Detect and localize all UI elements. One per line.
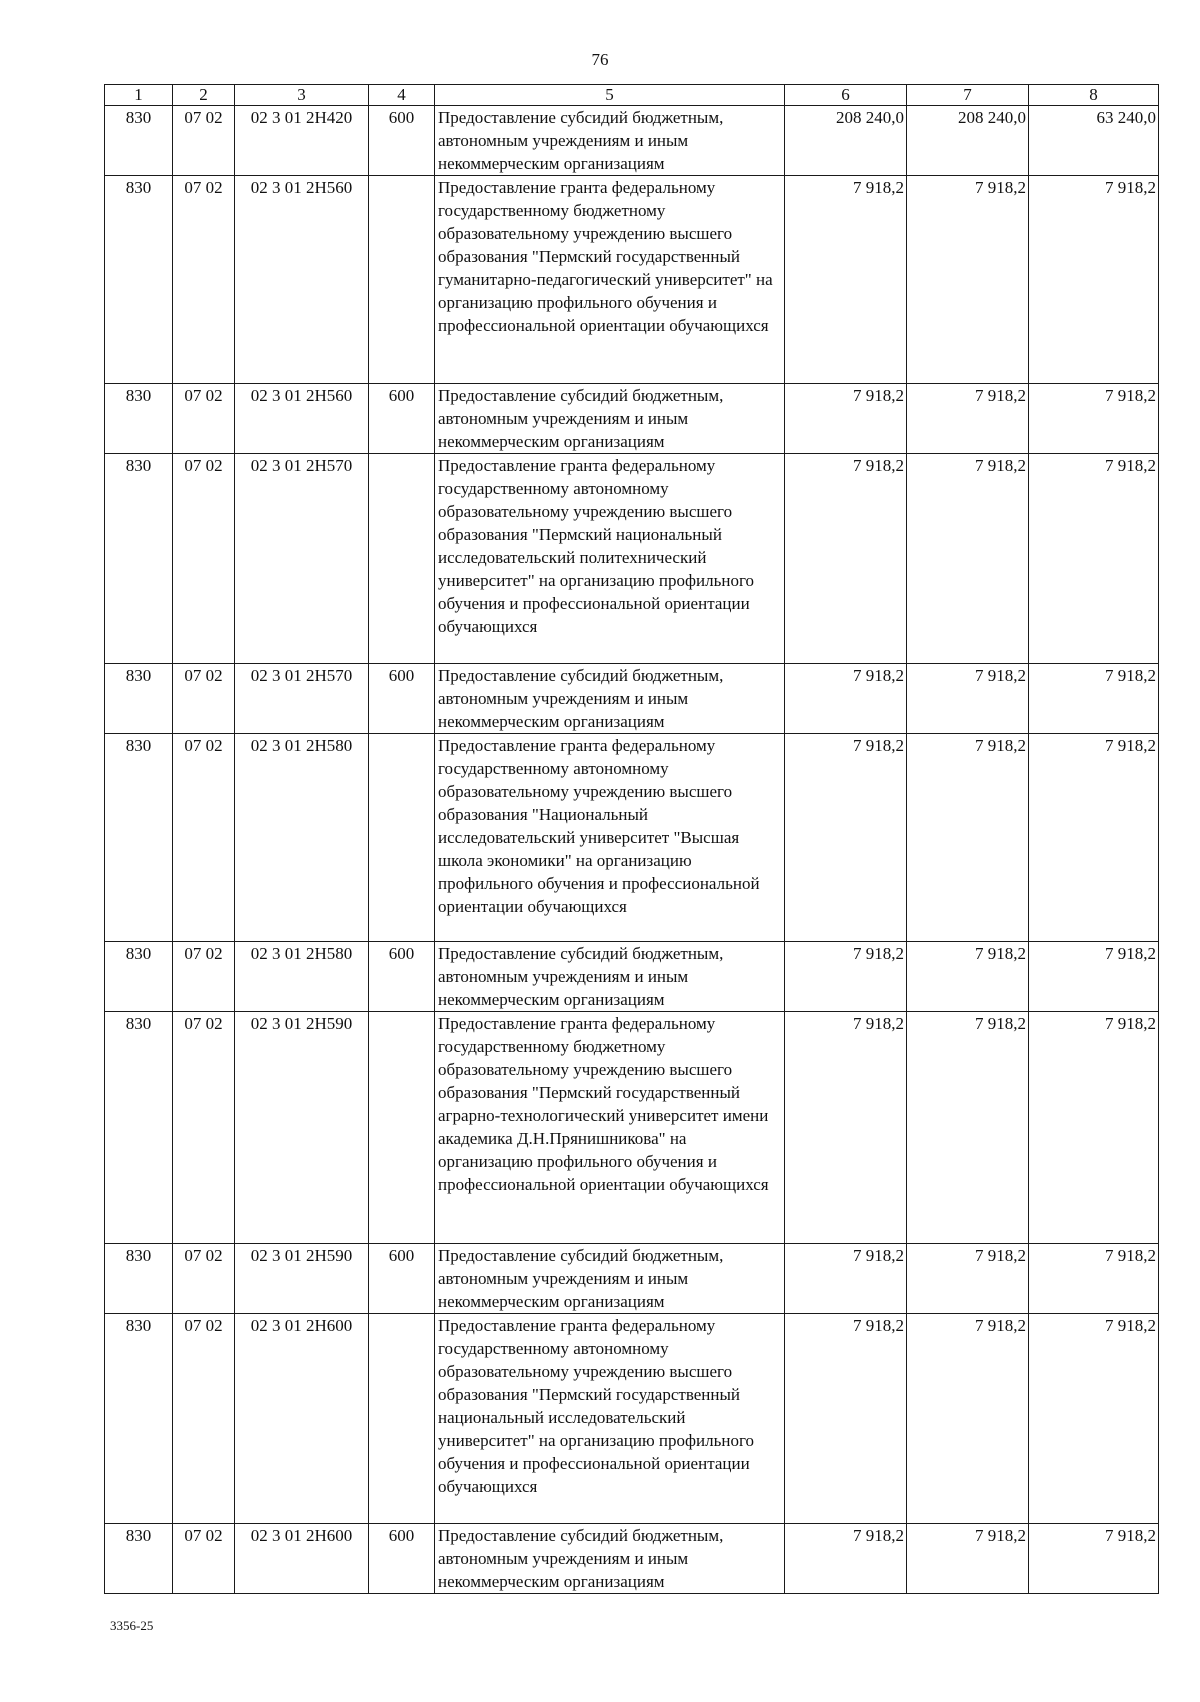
amount-cell: 7 918,2	[907, 734, 1029, 942]
description-cell: Предоставление гранта федеральному государственному автономному образовательному учреждению высшего образования "Пермский национальный исследовательский политехнический университет" на организацию профильного обучения и профессиональной ориентации обучающихся	[435, 454, 785, 664]
target-article-cell: 02 3 01 2Н420	[235, 106, 369, 176]
expense-type-cell: 600	[369, 664, 435, 734]
expense-type-cell: 600	[369, 106, 435, 176]
amount-cell: 7 918,2	[907, 1524, 1029, 1594]
target-article-cell: 02 3 01 2Н560	[235, 384, 369, 454]
target-article-cell: 02 3 01 2Н590	[235, 1012, 369, 1244]
amount-cell: 7 918,2	[785, 176, 907, 384]
amount-cell: 7 918,2	[907, 1314, 1029, 1524]
amount-cell: 7 918,2	[785, 664, 907, 734]
amount-cell: 7 918,2	[785, 1524, 907, 1594]
column-header: 1	[105, 85, 173, 106]
table-row	[105, 1314, 1159, 1524]
amount-cell: 7 918,2	[785, 1244, 907, 1314]
column-number-row	[105, 85, 1159, 106]
table-row	[105, 664, 1159, 734]
column-header: 2	[173, 85, 235, 106]
expense-type-cell	[369, 176, 435, 384]
section-code-cell: 07 02	[173, 106, 235, 176]
target-article-cell: 02 3 01 2Н570	[235, 454, 369, 664]
amount-cell: 7 918,2	[1029, 176, 1159, 384]
ministry-code-cell: 830	[105, 734, 173, 942]
amount-cell: 7 918,2	[1029, 1314, 1159, 1524]
ministry-code-cell: 830	[105, 454, 173, 664]
ministry-code-cell: 830	[105, 1314, 173, 1524]
amount-cell: 7 918,2	[1029, 454, 1159, 664]
table-row	[105, 1244, 1159, 1314]
amount-cell: 7 918,2	[907, 942, 1029, 1012]
amount-cell: 7 918,2	[1029, 734, 1159, 942]
description-cell: Предоставление субсидий бюджетным, автономным учреждениям и иным некоммерческим организациям	[435, 664, 785, 734]
amount-cell: 63 240,0	[1029, 106, 1159, 176]
description-cell: Предоставление субсидий бюджетным, автономным учреждениям и иным некоммерческим организациям	[435, 384, 785, 454]
amount-cell: 7 918,2	[785, 1314, 907, 1524]
table-row	[105, 176, 1159, 384]
expense-type-cell: 600	[369, 1524, 435, 1594]
amount-cell: 7 918,2	[785, 454, 907, 664]
ministry-code-cell: 830	[105, 1244, 173, 1314]
table-row	[105, 942, 1159, 1012]
target-article-cell: 02 3 01 2Н600	[235, 1524, 369, 1594]
table-row	[105, 454, 1159, 664]
target-article-cell: 02 3 01 2Н600	[235, 1314, 369, 1524]
target-article-cell: 02 3 01 2Н590	[235, 1244, 369, 1314]
amount-cell: 7 918,2	[907, 454, 1029, 664]
column-header: 6	[785, 85, 907, 106]
amount-cell: 7 918,2	[785, 734, 907, 942]
section-code-cell: 07 02	[173, 942, 235, 1012]
target-article-cell: 02 3 01 2Н570	[235, 664, 369, 734]
budget-table	[104, 84, 1159, 1594]
target-article-cell: 02 3 01 2Н580	[235, 942, 369, 1012]
amount-cell: 7 918,2	[907, 1244, 1029, 1314]
section-code-cell: 07 02	[173, 1244, 235, 1314]
section-code-cell: 07 02	[173, 454, 235, 664]
description-cell: Предоставление гранта федеральному государственному бюджетному образовательному учреждению высшего образования "Пермский государственный гуманитарно-педагогический университет" на организацию профильного обучения и профессиональной ориентации обучающихся	[435, 176, 785, 384]
description-cell: Предоставление субсидий бюджетным, автономным учреждениям и иным некоммерческим организациям	[435, 942, 785, 1012]
section-code-cell: 07 02	[173, 1314, 235, 1524]
amount-cell: 7 918,2	[1029, 1524, 1159, 1594]
amount-cell: 7 918,2	[907, 664, 1029, 734]
column-header: 8	[1029, 85, 1159, 106]
column-header: 5	[435, 85, 785, 106]
ministry-code-cell: 830	[105, 384, 173, 454]
table-row	[105, 1012, 1159, 1244]
expense-type-cell: 600	[369, 942, 435, 1012]
amount-cell: 7 918,2	[785, 1012, 907, 1244]
expense-type-cell	[369, 1314, 435, 1524]
page-number: 76	[591, 50, 609, 69]
section-code-cell: 07 02	[173, 1524, 235, 1594]
ministry-code-cell: 830	[105, 1524, 173, 1594]
amount-cell: 7 918,2	[907, 384, 1029, 454]
table-row	[105, 734, 1159, 942]
ministry-code-cell: 830	[105, 942, 173, 1012]
ministry-code-cell: 830	[105, 106, 173, 176]
expense-type-cell	[369, 734, 435, 942]
amount-cell: 7 918,2	[1029, 1244, 1159, 1314]
table-row	[105, 106, 1159, 176]
table-row	[105, 1524, 1159, 1594]
section-code-cell: 07 02	[173, 664, 235, 734]
column-header: 3	[235, 85, 369, 106]
document-code: 3356-25	[110, 1618, 154, 1633]
amount-cell: 7 918,2	[785, 942, 907, 1012]
amount-cell: 7 918,2	[907, 1012, 1029, 1244]
amount-cell: 7 918,2	[1029, 384, 1159, 454]
ministry-code-cell: 830	[105, 1012, 173, 1244]
expense-type-cell: 600	[369, 384, 435, 454]
description-cell: Предоставление субсидий бюджетным, автономным учреждениям и иным некоммерческим организациям	[435, 106, 785, 176]
description-cell: Предоставление гранта федеральному государственному бюджетному образовательному учреждению высшего образования "Пермский государственный аграрно-технологический университет имени академика Д.Н.Прянишникова" на организацию профильного обучения и профессиональной ориентации обучающихся	[435, 1012, 785, 1244]
amount-cell: 7 918,2	[907, 176, 1029, 384]
description-cell: Предоставление субсидий бюджетным, автономным учреждениям и иным некоммерческим организациям	[435, 1244, 785, 1314]
amount-cell: 7 918,2	[1029, 664, 1159, 734]
description-cell: Предоставление субсидий бюджетным, автономным учреждениям и иным некоммерческим организациям	[435, 1524, 785, 1594]
amount-cell: 208 240,0	[907, 106, 1029, 176]
amount-cell: 7 918,2	[785, 384, 907, 454]
expense-type-cell	[369, 454, 435, 664]
description-cell: Предоставление гранта федеральному государственному автономному образовательному учреждению высшего образования "Пермский государственный национальный исследовательский университет" на организацию профильного обучения и профессиональной ориентации обучающихся	[435, 1314, 785, 1524]
section-code-cell: 07 02	[173, 734, 235, 942]
column-header: 4	[369, 85, 435, 106]
column-header: 7	[907, 85, 1029, 106]
amount-cell: 208 240,0	[785, 106, 907, 176]
amount-cell: 7 918,2	[1029, 942, 1159, 1012]
table-row	[105, 384, 1159, 454]
section-code-cell: 07 02	[173, 1012, 235, 1244]
target-article-cell: 02 3 01 2Н580	[235, 734, 369, 942]
target-article-cell: 02 3 01 2Н560	[235, 176, 369, 384]
section-code-cell: 07 02	[173, 384, 235, 454]
description-cell: Предоставление гранта федеральному государственному автономному образовательному учреждению высшего образования "Национальный исследовательский университет "Высшая школа экономики" на организацию профильного обучения и профессиональной ориентации обучающихся	[435, 734, 785, 942]
expense-type-cell	[369, 1012, 435, 1244]
section-code-cell: 07 02	[173, 176, 235, 384]
expense-type-cell: 600	[369, 1244, 435, 1314]
amount-cell: 7 918,2	[1029, 1012, 1159, 1244]
ministry-code-cell: 830	[105, 176, 173, 384]
ministry-code-cell: 830	[105, 664, 173, 734]
